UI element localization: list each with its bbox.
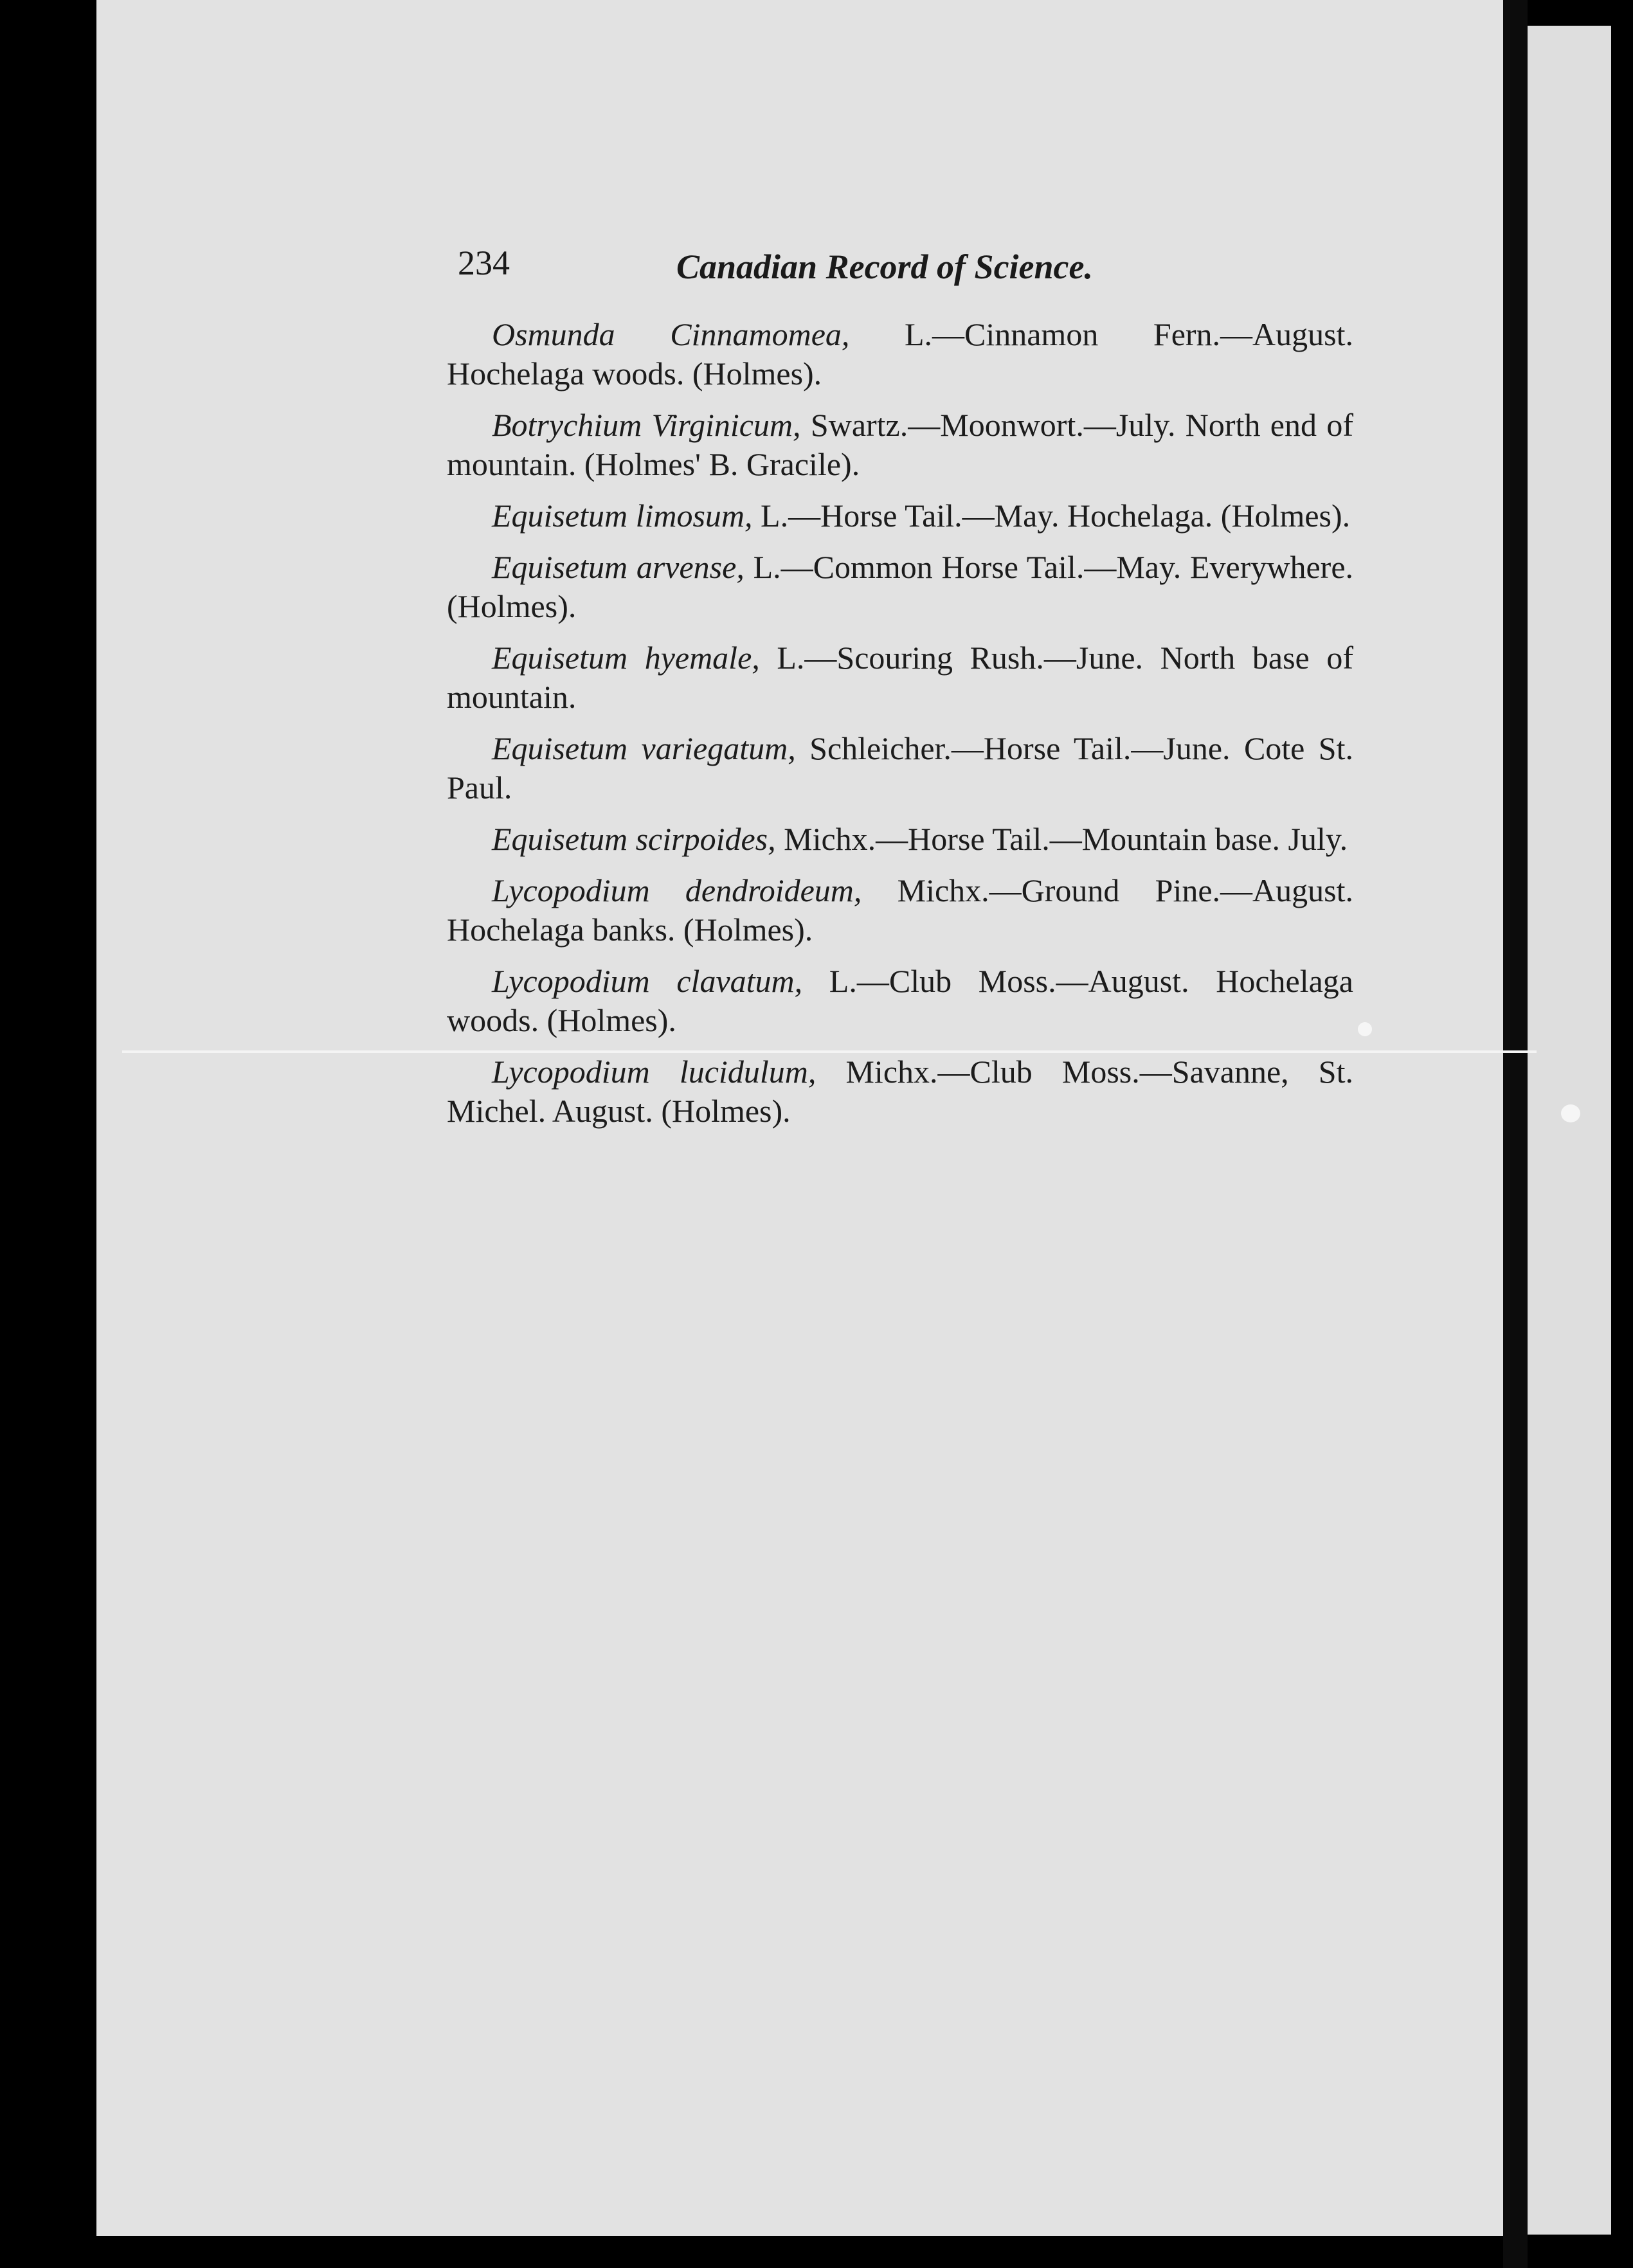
journal-title: Canadian Record of Science.	[676, 248, 1093, 286]
species-name: Equisetum scirpoides,	[492, 821, 776, 857]
species-description: Schleicher.—Horse Tail.—June. Cote St. Paul.	[447, 730, 1353, 806]
book-spine	[1503, 0, 1528, 2268]
species-entry	[447, 871, 1353, 950]
page-number: 234	[458, 244, 510, 282]
species-entry	[447, 1052, 1353, 1131]
species-entry	[447, 820, 1353, 859]
species-entry	[447, 729, 1353, 807]
species-entry	[447, 315, 1353, 393]
species-description: L.—Common Horse Tail.—May. Everywhere. (Holmes).	[447, 549, 1354, 624]
species-description: L.—Scouring Rush.—June. North base of mountain.	[447, 640, 1354, 715]
species-description: Michx.—Horse Tail.—Mountain base. July.	[775, 821, 1348, 857]
species-description: L.—Club Moss.—August. Hochelaga woods. (Holmes).	[447, 963, 1353, 1038]
species-description: Michx.—Ground Pine.—August. Hochelaga banks. (Holmes).	[447, 872, 1353, 948]
species-entry	[447, 962, 1353, 1040]
species-name: Equisetum hyemale,	[492, 640, 760, 676]
species-list	[447, 315, 1353, 1143]
species-description: Michx.—Club Moss.—Savanne, St. Michel. August. (Holmes).	[447, 1054, 1353, 1129]
species-entry	[447, 496, 1353, 536]
species-description: L.—Horse Tail.—May. Hochelaga. (Holmes).	[752, 498, 1351, 534]
species-name: Lycopodium lucidulum,	[492, 1054, 816, 1090]
species-entry	[447, 406, 1353, 484]
species-name: Equisetum arvense,	[492, 549, 744, 585]
species-entry	[447, 548, 1353, 626]
scan-speck	[1561, 1104, 1580, 1122]
species-name: Botrychium Virginicum,	[492, 407, 801, 443]
species-name: Equisetum variegatum,	[492, 730, 796, 766]
facing-page-edge	[1528, 26, 1611, 2235]
species-name: Equisetum limosum,	[492, 498, 753, 534]
scan-speck	[1358, 1022, 1372, 1036]
species-description: Swartz.—Moonwort.—July. North end of mountain. (Holmes' B. Gracile).	[447, 407, 1354, 482]
species-description: L.—Cinnamon Fern.—August. Hochelaga woods. (Holmes).	[447, 316, 1353, 392]
species-entry	[447, 638, 1353, 717]
running-head	[458, 243, 1355, 294]
species-name: Lycopodium clavatum,	[492, 963, 803, 999]
species-name: Lycopodium dendroideum,	[492, 872, 862, 908]
species-name: Osmunda Cinnamomea,	[492, 316, 850, 352]
